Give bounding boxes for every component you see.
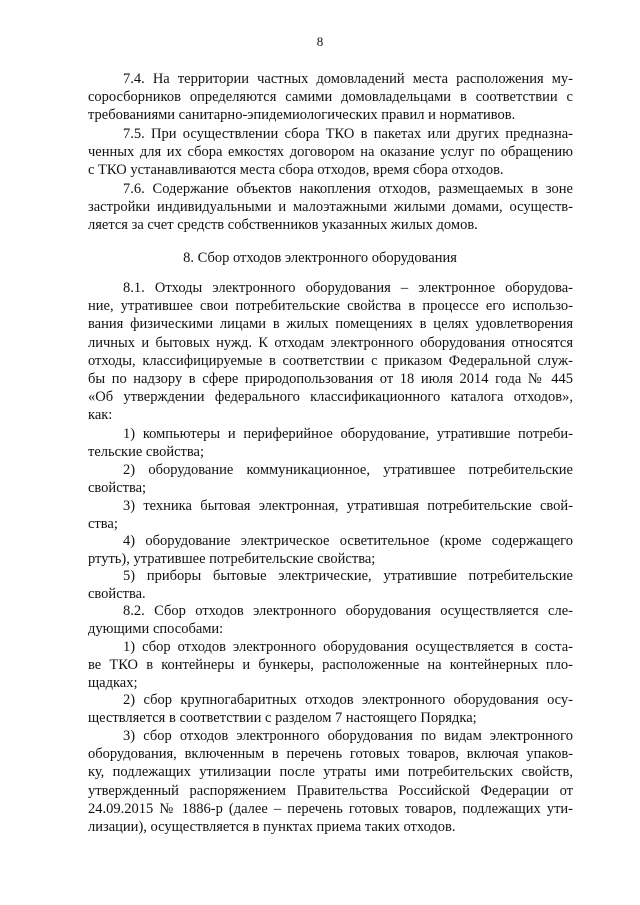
text-line: дующими способами: [88,621,224,638]
text-line: тельские свойства; [88,444,205,461]
text-line: 1) сбор отходов электронного оборудования осуществляется в соста- [123,639,573,655]
text-line: утвержденный распоряжением Правительства Российской Федерации от [88,782,573,799]
text-line: ние, утратившее свои потребительские свойства в процессе его использо- [88,298,573,315]
list-item-8-1-1 [88,425,573,461]
text-line: ляется за счет средств собственников указанных жилых домов. [88,217,478,234]
list-item-8-1-2 [88,461,573,497]
list-item-8-1-5 [88,567,573,603]
text-line: 3) сбор отходов электронного оборудования по видам электронного [123,728,573,744]
list-item-8-2-2 [88,691,573,727]
text-line: 7.6. Содержание объектов накопления отходов, размещаемых в зоне [123,181,573,197]
text-line: 24.09.2015 № 1886-р (далее – перечень готовых товаров, подлежащих ути- [88,800,573,817]
text-line: бы по надзору в сфере природопользования от 18 июля 2014 года № 445 [88,371,573,388]
text-line: ртуть), утратившее потребительские свойства; [88,551,376,568]
text-line: ченных для их сбора емкостях договором на оказание услуг по обращению [88,144,573,161]
text-line: 8.1. Отходы электронного оборудования – электронное оборудова- [123,280,573,296]
text-line: свойства; [88,480,147,497]
section-heading: 8. Сбор отходов электронного оборудования [183,250,457,266]
text-line: 1) компьютеры и периферийное оборудование, утратившие потреби- [123,426,573,442]
text-line: ства; [88,516,118,533]
text-line: лизации), осуществляется в пунктах приема таких отходов. [88,819,456,836]
text-line: с ТКО устанавливаются места сбора отходов, время сбора отходов. [88,162,504,179]
text-line: ку, подлежащих утилизации после утраты ими потребительских свойств, [88,764,573,781]
text-line: 7.4. На территории частных домовладений места расположения му- [123,71,573,87]
text-line: вания физическими лицами в жилых помещениях в целях удовлетворения [88,316,573,333]
list-item-8-2-1 [88,638,573,693]
text-line: щадках; [88,675,138,692]
paragraph-8-2 [88,602,573,638]
text-line: 5) приборы бытовые электрические, утратившие потребительские [123,568,573,584]
text-line: оборудования, включенным в перечень готовых товаров, включая упаков- [88,746,573,763]
text-line: 8.2. Сбор отходов электронного оборудования осуществляется сле- [123,603,573,619]
list-item-8-1-4 [88,532,573,568]
text-line: застройки индивидуальными и малоэтажными жилыми домами, осуществ- [88,199,573,216]
text-line: ществляется в соответствии с разделом 7 настоящего Порядка; [88,710,477,727]
paragraph-7-4 [88,70,573,125]
list-item-8-1-3 [88,497,573,533]
text-line: «Об утверждении федерального классификационного каталога отходов», [88,389,573,406]
text-line: 7.5. При осуществлении сбора ТКО в пакетах или других предназна- [123,126,573,142]
text-line: 2) сбор крупногабаритных отходов электронного оборудования осу- [123,692,573,708]
paragraph-8-1 [88,279,573,425]
text-line: 2) оборудование коммуникационное, утратившее потребительские [123,462,573,478]
text-line: как: [88,407,113,424]
paragraph-7-5 [88,125,573,180]
text-line: требованиями санитарно-эпидемиологических правил и нормативов. [88,107,516,124]
text-line: свойства. [88,586,146,603]
list-item-8-2-3 [88,727,573,836]
text-line: отходы, классифицируемые в соответствии с приказом Федеральной служ- [88,352,573,369]
text-line: соросборников определяются самими домовладельцами в соответствии с [88,89,573,106]
text-line: 4) оборудование электрическое осветительное (кроме содержащего [123,533,573,549]
text-line: личных и бытовых нужд. К отходам электронного оборудования относятся [88,334,573,351]
page-number: 8 [316,34,324,49]
text-line: ве ТКО в контейнеры и бункеры, расположенные на контейнерных пло- [88,657,573,674]
paragraph-7-6 [88,180,573,235]
text-line: 3) техника бытовая электронная, утратившая потребительские свой- [123,498,573,514]
